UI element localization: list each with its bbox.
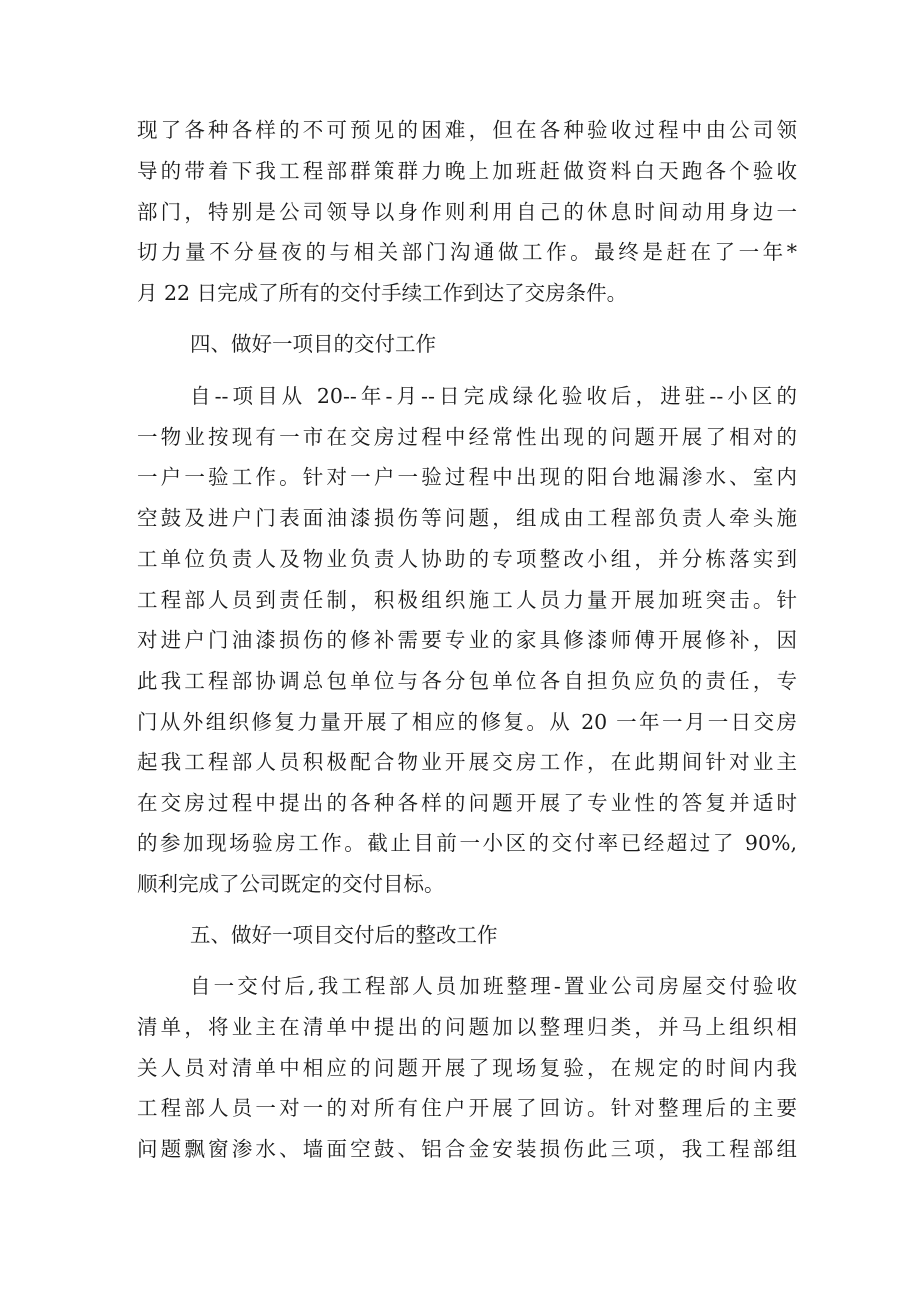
body-text-line: 导的带着下我工程部群策群力晚上加班赶做资料白天跑各个验收	[137, 159, 797, 183]
body-text-line: 问题飘窗渗水、墙面空鼓、铝合金安装损伤此三项，我工程部组	[137, 1137, 797, 1161]
body-text-line: 月 22 日完成了所有的交付手续工作到达了交房条件。	[137, 281, 628, 305]
body-text-line: 部门，特别是公司领导以身作则利用自己的休息时间动用身边一	[137, 200, 797, 224]
body-text-line: 起我工程部人员积极配合物业开展交房工作，在此期间针对业主	[137, 750, 797, 774]
body-text-line: 在交房过程中提出的各种各样的问题开展了专业性的答复并适时	[137, 791, 797, 815]
paragraph-first-line: 自一交付后,我工程部人员加班整理-置业公司房屋交付验收	[190, 974, 797, 998]
body-text-line: 门从外组织修复力量开展了相应的修复。从 20 一年一月一日交房	[137, 710, 797, 734]
body-text-line: 现了各种各样的不可预见的困难，但在各种验收过程中由公司领	[137, 118, 797, 142]
body-text-line: 一物业按现有一市在交房过程中经常性出现的问题开展了相对的	[137, 425, 797, 449]
body-text-line: 工程部人员一对一的对所有住户开展了回访。针对整理后的主要	[137, 1096, 797, 1120]
section-heading-5: 五、做好一项目交付后的整改工作	[190, 923, 498, 947]
body-text-line: 对进户门油漆损伤的修补需要专业的家具修漆师傅开展修补，因	[137, 628, 797, 652]
body-text-line: 清单，将业主在清单中提出的问题加以整理归类，并马上组织相	[137, 1015, 797, 1039]
body-text-line: 此我工程部协调总包单位与各分包单位各自担负应负的责任，专	[137, 669, 797, 693]
body-text-line: 切力量不分昼夜的与相关部门沟通做工作。最终是赶在了一年*	[137, 240, 797, 264]
body-text-line: 工单位负责人及物业负责人协助的专项整改小组，并分栋落实到	[137, 547, 797, 571]
section-heading-4: 四、做好一项目的交付工作	[190, 332, 436, 356]
body-text-line: 空鼓及进户门表面油漆损伤等问题，组成由工程部负责人牵头施	[137, 506, 797, 530]
body-text-line: 工程部人员到责任制，积极组织施工人员力量开展加班突击。针	[137, 588, 797, 612]
body-text-line: 关人员对清单中相应的问题开展了现场复验，在规定的时间内我	[137, 1056, 797, 1080]
body-text-line: 顺利完成了公司既定的交付目标。	[137, 872, 445, 896]
body-text-line: 的参加现场验房工作。截止目前一小区的交付率已经超过了 90%,	[137, 831, 797, 855]
body-text-line: 一户一验工作。针对一户一验过程中出现的阳台地漏渗水、室内	[137, 465, 797, 489]
paragraph-first-line: 自--项目从 20--年-月--日完成绿化验收后，进驻--小区的	[190, 384, 797, 408]
